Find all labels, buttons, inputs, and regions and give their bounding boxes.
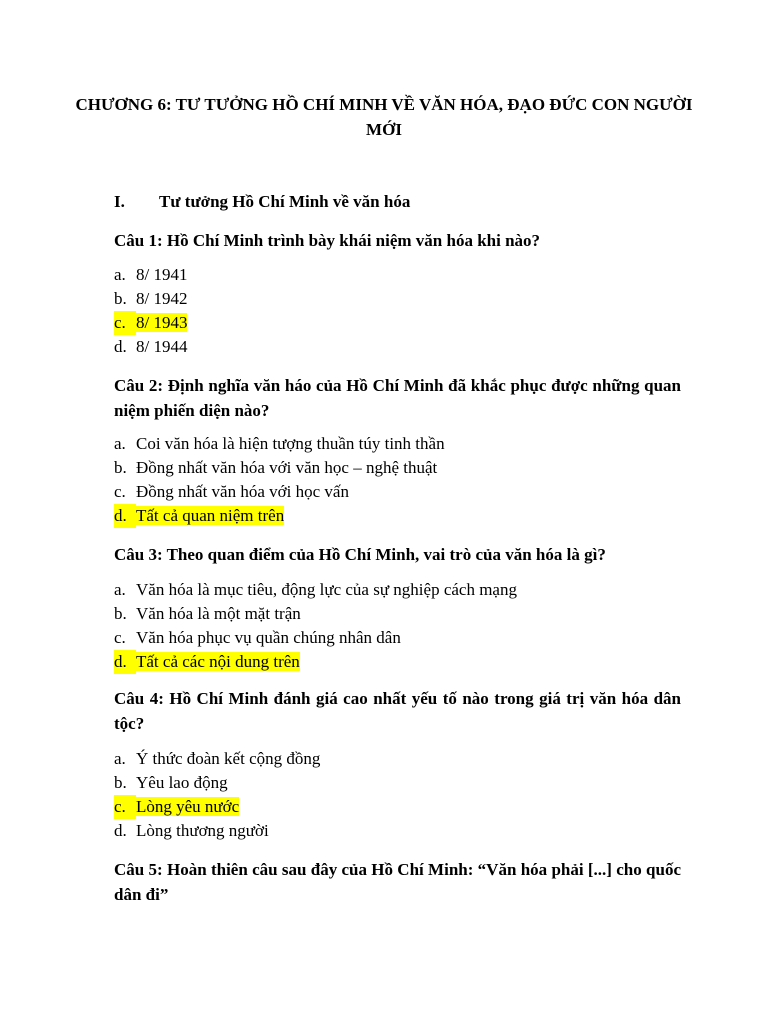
answer-2a: a. Coi văn hóa là hiện tượng thuần túy tinh thần: [114, 434, 445, 453]
question-5: Câu 5: Hoàn thiên câu sau đây của Hồ Chí Minh: “Văn hóa phải [...] cho quốc dân đi”: [114, 860, 681, 904]
answers-2: [114, 432, 445, 528]
answer-4b: b. Yêu lao động: [114, 773, 228, 792]
answer-3b: b. Văn hóa là một mặt trận: [114, 604, 301, 623]
question-3: Câu 3: Theo quan điểm của Hồ Chí Minh, vai trò của văn hóa là gì?: [114, 545, 606, 564]
answer-1b: b. 8/ 1942: [114, 289, 188, 308]
section-number: I.: [114, 192, 125, 211]
answer-4d: d. Lòng thương người: [114, 821, 269, 840]
answer-2b: b. Đồng nhất văn hóa với văn học – nghệ thuật: [114, 458, 438, 477]
answer-4c-highlighted: c. Lòng yêu nước: [114, 795, 320, 819]
answer-2c: c. Đồng nhất văn hóa với học vấn: [114, 482, 349, 501]
answer-1a: a. 8/ 1941: [114, 265, 188, 284]
answers-4: [114, 747, 320, 843]
answers-3: [114, 578, 517, 674]
question-2: Câu 2: Định nghĩa văn háo của Hồ Chí Minh đã khắc phục được những quan niệm phiến diện nào?: [114, 376, 681, 420]
answer-4a: a. Ý thức đoàn kết cộng đồng: [114, 749, 321, 768]
answer-3a: a. Văn hóa là mục tiêu, động lực của sự nghiệp cách mạng: [114, 580, 517, 599]
answer-1c-highlighted: c. 8/ 1943: [114, 311, 187, 335]
question-1: Câu 1: Hồ Chí Minh trình bày khái niệm văn hóa khi nào?: [114, 231, 541, 250]
answers-1: [114, 263, 187, 359]
answer-2d-highlighted: d. Tất cả quan niệm trên: [114, 504, 445, 528]
chapter-title: CHƯƠNG 6: TƯ TƯỞNG HỒ CHÍ MINH VỀ VĂN HÓA, ĐẠO ĐỨC CON NGƯỜI MỚI: [75, 95, 693, 139]
answer-3c: c. Văn hóa phục vụ quần chúng nhân dân: [114, 628, 401, 647]
section-heading: [114, 190, 410, 214]
answer-3d-highlighted: d. Tất cả các nội dung trên: [114, 650, 517, 674]
question-4: Câu 4: Hồ Chí Minh đánh giá cao nhất yếu tố nào trong giá trị văn hóa dân tộc?: [114, 689, 681, 733]
answer-1d: d. 8/ 1944: [114, 337, 188, 356]
section-title: Tư tưởng Hồ Chí Minh về văn hóa: [159, 192, 411, 211]
